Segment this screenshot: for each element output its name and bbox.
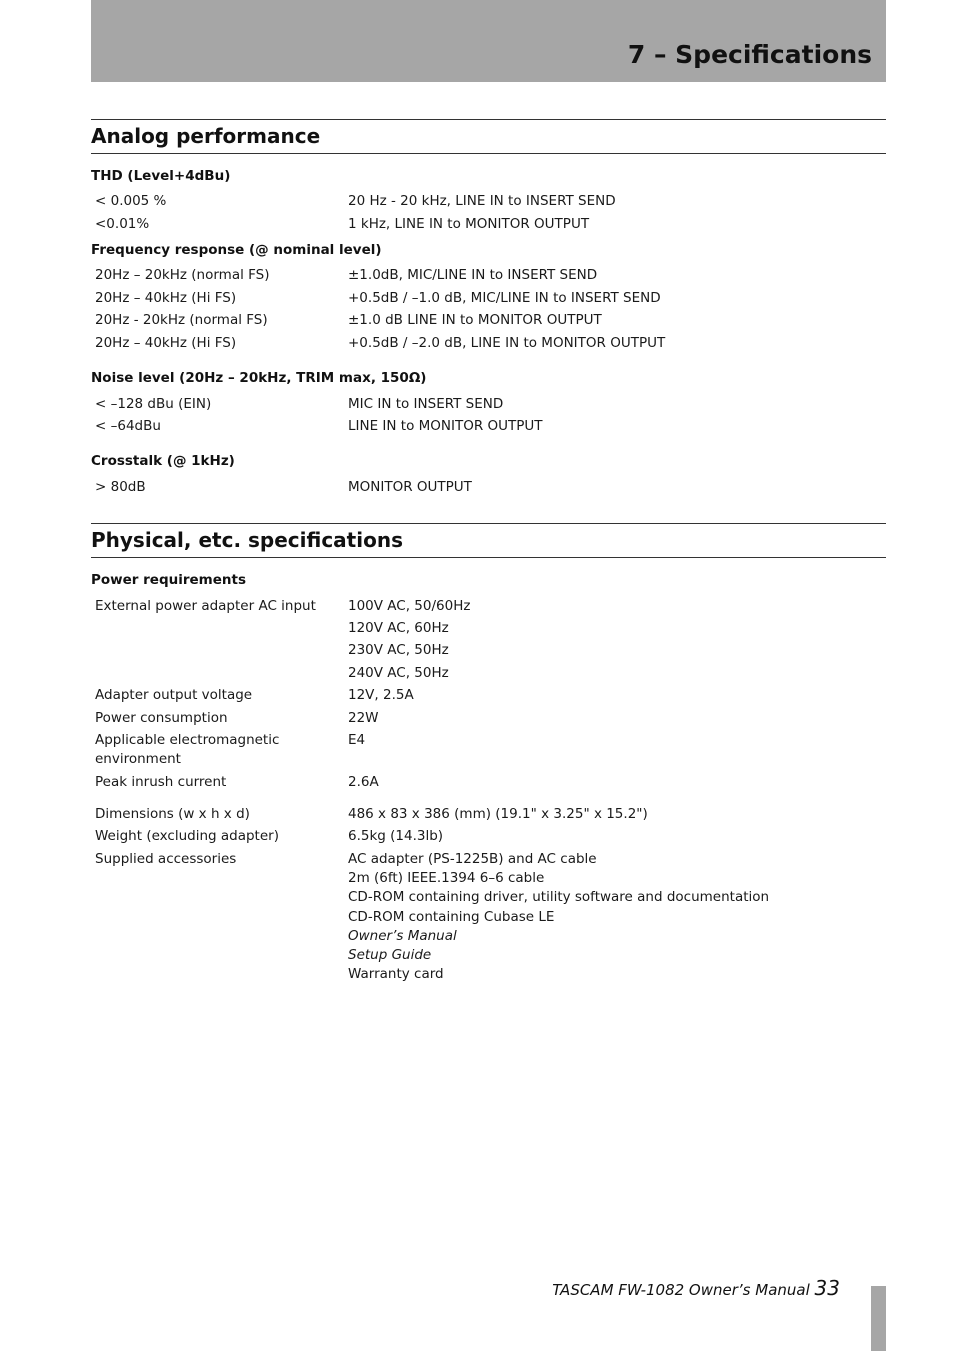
subheading-crosstalk: Crosstalk (@ 1kHz) — [91, 453, 235, 469]
section-header-analog — [91, 119, 886, 154]
spec-value: 230V AC, 50Hz — [348, 642, 449, 658]
spec-label: Applicable electromagnetic — [95, 732, 280, 748]
spec-label: < 0.005 % — [95, 193, 167, 209]
accessory-item: CD-ROM containing Cubase LE — [348, 909, 555, 925]
spec-label: environment — [95, 751, 181, 767]
spec-value: MIC IN to INSERT SEND — [348, 396, 504, 412]
spec-value: ±1.0dB, MIC/LINE IN to INSERT SEND — [348, 267, 598, 283]
spec-label: < –64dBu — [95, 418, 161, 434]
spec-value: 22W — [348, 710, 379, 726]
spec-value: 240V AC, 50Hz — [348, 665, 449, 681]
spec-value: 120V AC, 60Hz — [348, 620, 449, 636]
spec-label: 20Hz – 40kHz (Hi FS) — [95, 335, 237, 351]
spec-value: 20 Hz - 20 kHz, LINE IN to INSERT SEND — [348, 193, 616, 209]
spec-label: 20Hz - 20kHz (normal FS) — [95, 312, 268, 328]
spec-value: 100V AC, 50/60Hz — [348, 598, 471, 614]
section-header-physical — [91, 523, 886, 558]
spec-value: ±1.0 dB LINE IN to MONITOR OUTPUT — [348, 312, 602, 328]
spec-label: Dimensions (w x h x d) — [95, 806, 250, 822]
subheading-power-requirements: Power requirements — [91, 572, 247, 588]
accessory-item: CD-ROM containing driver, utility software and documentation — [348, 889, 770, 905]
spec-value: MONITOR OUTPUT — [348, 479, 472, 495]
accessory-item: AC adapter (PS-1225B) and AC cable — [348, 851, 597, 867]
spec-label: Supplied accessories — [95, 851, 237, 867]
spec-label: Power consumption — [95, 710, 228, 726]
spec-label: Weight (excluding adapter) — [95, 828, 279, 844]
accessory-item: Warranty card — [348, 966, 444, 982]
spec-label: 20Hz – 40kHz (Hi FS) — [95, 290, 237, 306]
spec-value: LINE IN to MONITOR OUTPUT — [348, 418, 543, 434]
manual-title: TASCAM FW-1082 Owner’s Manual — [552, 1281, 810, 1299]
section-title-physical: Physical, etc. specifications — [91, 528, 403, 552]
spec-value: 12V, 2.5A — [348, 687, 414, 703]
spec-value: E4 — [348, 732, 366, 748]
subheading-thd: THD (Level+4dBu) — [91, 168, 231, 184]
spec-value: 6.5kg (14.3lb) — [348, 828, 444, 844]
page-edge-tab — [871, 1286, 886, 1351]
spec-value: +0.5dB / –1.0 dB, MIC/LINE IN to INSERT SEND — [348, 290, 661, 306]
spec-value: 1 kHz, LINE IN to MONITOR OUTPUT — [348, 216, 590, 232]
spec-label: < –128 dBu (EIN) — [95, 396, 212, 412]
spec-value: +0.5dB / –2.0 dB, LINE IN to MONITOR OUTPUT — [348, 335, 666, 351]
accessory-item: Setup Guide — [348, 947, 432, 963]
spec-label: <0.01% — [95, 216, 150, 232]
spec-label: Adapter output voltage — [95, 687, 253, 703]
spec-value: 486 x 83 x 386 (mm) (19.1" x 3.25" x 15.2") — [348, 806, 648, 822]
page-number: 33 — [814, 1276, 840, 1300]
section-title-analog: Analog performance — [91, 124, 321, 148]
spec-label: Peak inrush current — [95, 774, 227, 790]
accessory-item: 2m (6ft) IEEE.1394 6–6 cable — [348, 870, 545, 886]
subheading-noise-level: Noise level (20Hz – 20kHz, TRIM max, 150Ω) — [91, 370, 427, 386]
chapter-title: 7 – Specifications — [627, 40, 872, 69]
spec-label: 20Hz – 20kHz (normal FS) — [95, 267, 270, 283]
chapter-header-band — [91, 0, 886, 82]
page-footer — [552, 1276, 840, 1300]
spec-label: External power adapter AC input — [95, 598, 316, 614]
accessory-item: Owner’s Manual — [348, 928, 457, 944]
spec-label: > 80dB — [95, 479, 146, 495]
spec-value: 2.6A — [348, 774, 379, 790]
subheading-frequency-response: Frequency response (@ nominal level) — [91, 242, 382, 258]
